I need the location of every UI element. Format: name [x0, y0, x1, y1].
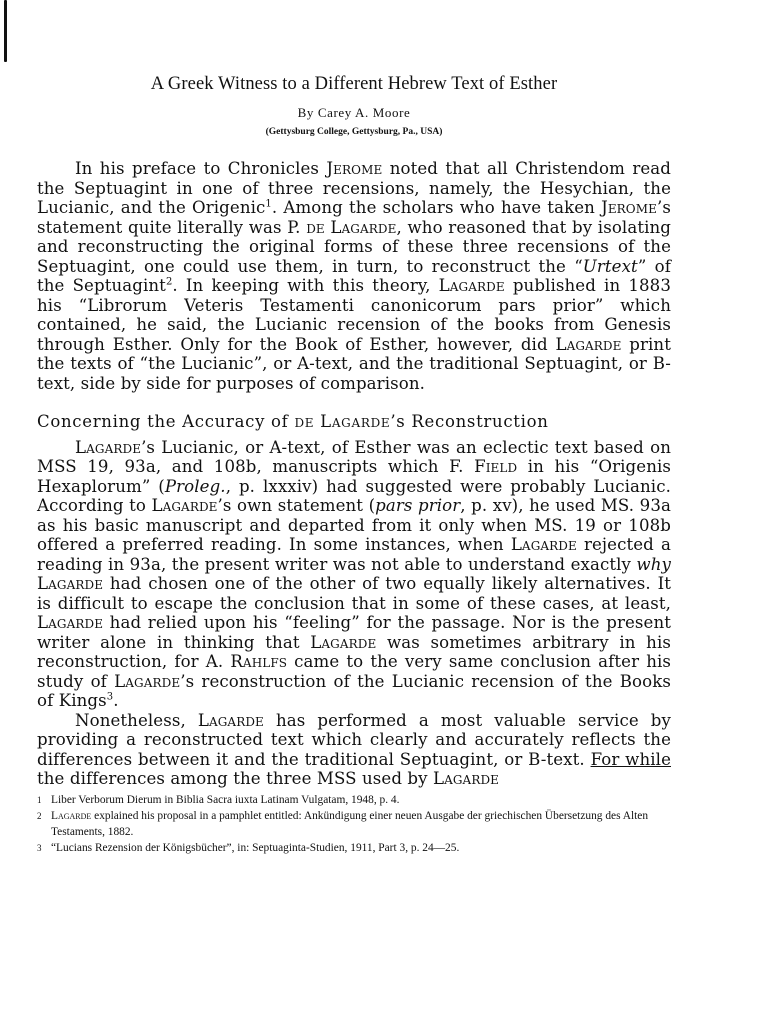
paragraph-3	[37, 711, 671, 789]
author-affiliation: (Gettysburg College, Gettysburg, Pa., USA)	[265, 127, 443, 137]
text-run: ’s reconstruction of the Lucianic recension of the Books of Kings	[37, 671, 671, 710]
text-run: in his “Origenis Hexaplorum” (	[37, 457, 672, 496]
text-run: noted that all Christendom read the Septuagint in one of three recensions, namely, the Hesychian, the Lucianic, and the Origenic	[37, 159, 671, 217]
author-name-smallcaps: Lagarde	[151, 496, 218, 515]
text-run: print the texts of “the Lucianic”, or A-text, and the traditional Septuagint, or B-text, side by side for purposes of comparison.	[37, 334, 671, 393]
text-run: had chosen one of the other of two equally likely alternatives. It is difficult to escape the conclusion that in some of these cases, at least,	[37, 574, 671, 613]
article-body	[37, 159, 671, 789]
author-name-smallcaps: Jerome	[601, 198, 657, 217]
text-run: ’s statement quite literally was P.	[37, 198, 671, 237]
heading-smallcaps: de Lagarde	[294, 412, 391, 431]
author-name-smallcaps: Lagarde	[310, 632, 377, 652]
footnote-ref-3[interactable]: 3	[106, 691, 114, 703]
text-run: the differences among the three MSS used by	[37, 769, 433, 788]
italic-term: why	[636, 554, 671, 574]
author-name-smallcaps: Rahlfs	[230, 652, 288, 671]
text-run: ’s own statement (	[217, 496, 376, 515]
heading-text: ’s Reconstruction	[390, 412, 549, 431]
italic-term: Proleg.	[164, 476, 226, 496]
text-run: published in 1883 his “Librorum Veteris Testamenti canonicorum pars prior” which contained, he said, the Lucianic recension of the books from Genesis through Esther. Only for the Book of Esther, however, did	[37, 276, 671, 354]
text-run: Nonetheless,	[75, 710, 198, 730]
text-run: had relied upon his “feeling” for the passage. Nor is the present writer alone in thinking that	[37, 613, 671, 652]
text-run: , p. xv), he used MS. 93a as his basic manuscript and departed from it only when MS. 19 or 108b offered a preferred reading. In some instances, when	[37, 496, 671, 554]
text-run: . In keeping with this theory,	[172, 276, 439, 295]
text-run: ” of the Septuagint	[37, 256, 672, 295]
author-name-smallcaps: Lagarde	[432, 769, 500, 788]
italic-term: Urtext	[582, 256, 638, 276]
author-name-smallcaps: Jerome	[326, 159, 383, 178]
text-run: rejected a reading in 93a, the present writer was not able to understand exactly	[37, 535, 671, 574]
text-run: was sometimes arbitrary in his reconstruction, for A.	[37, 632, 671, 671]
footnote-ref-1[interactable]: 1	[265, 198, 272, 210]
footnote-3	[37, 840, 671, 856]
text-run: , who reasoned that by isolating and reconstructing the original forms of these three recensions of the Septuagint, one could use them, in turn, to reconstruct the “	[37, 217, 672, 276]
author-name-smallcaps: Lagarde	[37, 613, 104, 632]
author-name-smallcaps: Field	[474, 457, 518, 476]
author-name-smallcaps: de Lagarde	[306, 217, 397, 237]
footnote-mark: 3	[37, 843, 42, 854]
author-name-smallcaps: Lagarde	[555, 334, 622, 354]
italic-term: pars prior	[375, 496, 461, 515]
text-run: explained his proposal in a pamphlet entitled: Ankündigung einer neuen Ausgabe der griechischen Übersetzung des Alten Testaments, 1882.	[51, 809, 649, 838]
author-name-smallcaps: Lagarde	[37, 574, 104, 593]
author-name-smallcaps: Lagarde	[51, 809, 92, 822]
footnote-text	[51, 808, 671, 840]
author-name-smallcaps: Lagarde	[114, 671, 181, 691]
paragraph-1	[37, 159, 671, 393]
text-run: , p. lxxxiv) had suggested were probably Lucianic. According to	[37, 476, 671, 515]
page-edge-mark	[4, 0, 7, 62]
article-title: A Greek Witness to a Different Hebrew Text of Esther	[150, 74, 558, 94]
footnote-ref-2[interactable]: 2	[165, 276, 173, 288]
author-name-smallcaps: Lagarde	[197, 710, 264, 730]
footnote-2	[37, 808, 671, 840]
footnote-mark: 2	[37, 810, 42, 821]
underlined-text: For while	[590, 749, 671, 769]
text-run: came to the very same conclusion after his study of	[37, 652, 671, 691]
footnote-text: Liber Verborum Dierum in Biblia Sacra iuxta Latinam Vulgatam, 1948, p. 4.	[51, 793, 400, 806]
paragraph-2	[37, 438, 671, 711]
heading-text: Concerning the Accuracy of	[37, 412, 295, 431]
text-run: In his preface to Chronicles	[75, 159, 327, 178]
footnote-mark: 1	[37, 794, 42, 805]
text-run: . Among the scholars who have taken	[271, 198, 602, 217]
author-name-smallcaps: Lagarde	[75, 437, 142, 457]
author-byline: By Carey A. Moore	[297, 105, 411, 120]
footnotes	[37, 792, 671, 857]
text-run: ’s Lucianic, or A-text, of Esther was an eclectic text based on MSS 19, 93a, and 108b, manuscripts which F.	[37, 437, 671, 476]
text-run: has performed a most valuable service by providing a reconstructed text which clearly and accurately reflects the differences between it and the traditional Septuagint, or B-text.	[37, 710, 671, 769]
footnote-text: “Lucians Rezension der Königsbücher”, in: Septuaginta-Studien, 1911, Part 3, p. 24—25.	[51, 842, 460, 855]
footnote-1	[37, 792, 671, 808]
section-heading	[37, 412, 671, 432]
author-name-smallcaps: Lagarde	[510, 535, 577, 554]
text-run: .	[113, 691, 119, 710]
author-name-smallcaps: Lagarde	[438, 276, 505, 295]
article-page	[37, 74, 671, 856]
